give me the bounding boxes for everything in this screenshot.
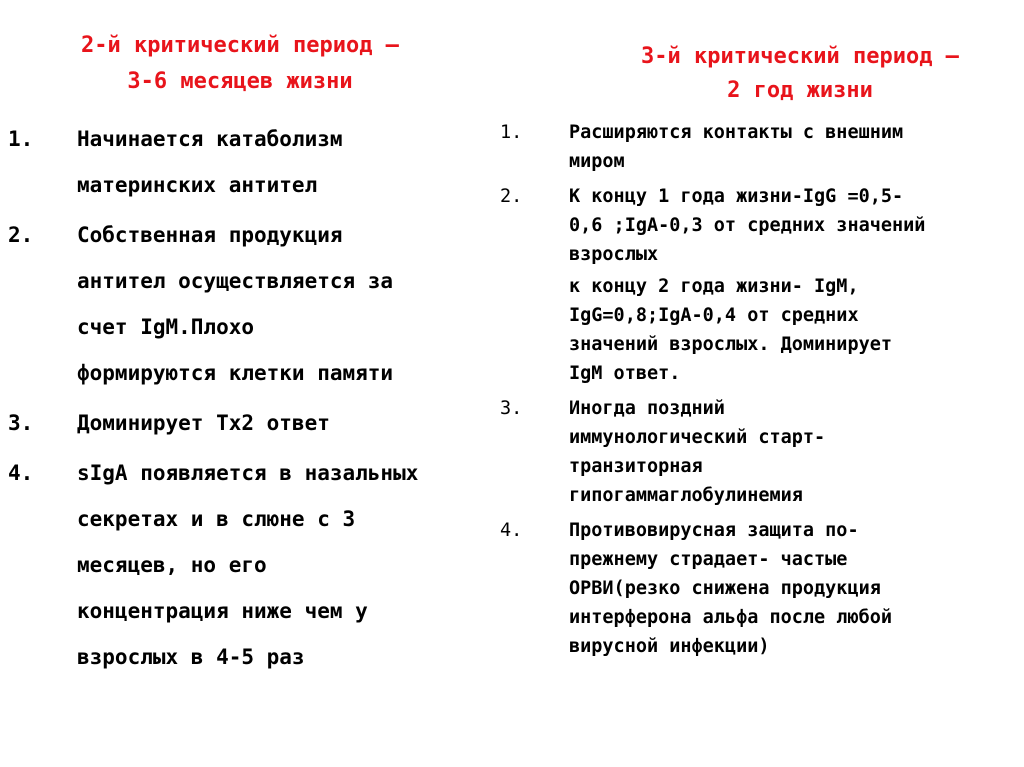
item-number: 1. <box>500 122 523 143</box>
item-number: 3. <box>8 411 34 435</box>
right-column-list <box>500 118 1008 667</box>
right-list-item-4 <box>500 516 1008 661</box>
left-column-list <box>8 116 490 684</box>
item-number: 3. <box>500 398 523 419</box>
right-list-item-1 <box>500 118 1008 176</box>
right-list-item-2 <box>500 182 1008 269</box>
right-list-item-3 <box>500 394 1008 510</box>
item-text: Начинается катаболизм материнских антител <box>77 127 343 197</box>
item-text: К концу 1 года жизни-IgG =0,5- 0,6 ;IgA-0,3 от средних значений взрослых <box>569 186 926 265</box>
item-text: Доминирует Тх2 ответ <box>77 411 330 435</box>
item-number: 1. <box>8 127 34 151</box>
item-number: 2. <box>8 223 34 247</box>
left-list-item-4 <box>8 450 490 680</box>
right-column-heading: 3-й критический период – 2 год жизни <box>641 44 959 103</box>
item-number: 4. <box>500 520 523 541</box>
left-list-item-1 <box>8 116 490 208</box>
item-text: Иногда поздний иммунологический старт- транзиторная гипогаммаглобулинемия <box>569 398 826 506</box>
item-number: 4. <box>8 461 34 485</box>
left-column-heading: 2-й критический период – 3-6 месяцев жизни <box>81 33 399 94</box>
item-2-continuation: к концу 2 года жизни- IgM, IgG=0,8;IgA-0,4 от средних значений взрослых. Доминирует IgM ответ. <box>569 276 893 384</box>
item-number: 2. <box>500 186 523 207</box>
item-text: sIgA появляется в назальных секретах и в слюне с 3 месяцев, но его концентрация ниже чем у взрослых в 4-5 раз <box>77 461 419 669</box>
item-text: Собственная продукция антител осуществляется за счет IgM.Плохо формируются клетки памяти <box>77 223 394 385</box>
item-text: Противовирусная защита по- прежнему страдает- частые ОРВИ(резко снижена продукция интерферона альфа после любой вирусной инфекции) <box>569 520 893 657</box>
item-text: Расширяются контакты с внешним миром <box>569 122 904 172</box>
left-list-item-2 <box>8 212 490 396</box>
left-list-item-3 <box>8 400 490 446</box>
